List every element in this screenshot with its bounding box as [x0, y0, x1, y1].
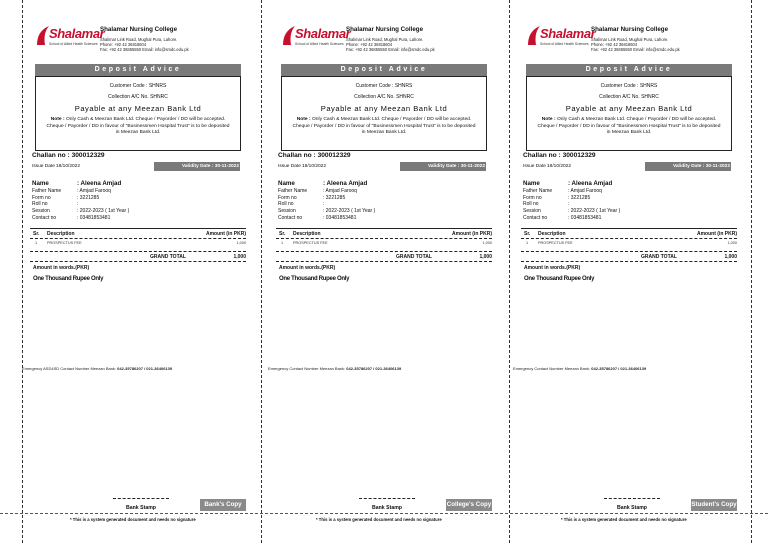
- address-line: Phone: +92 42 36818604: [346, 42, 393, 48]
- validity-date: Validity Date : 30-11-2022: [154, 162, 240, 171]
- note-text: Only Cash & Meezan Bank Ltd. Cheque / Payorder / DD will be accepted. Cheque / Payorder / DD in favour of "Businessmen Hospital Trust" is to be deposited in Meezan Bank Ltd.: [292, 117, 476, 135]
- contact-row: [523, 215, 731, 222]
- issue-value: 18/10/2022: [547, 164, 572, 169]
- fee-table-header: [30, 228, 246, 239]
- payment-note: [44, 117, 232, 137]
- amount-header: Amount (in PKR): [206, 231, 246, 237]
- session-row: [32, 208, 240, 215]
- bank-stamp: Bank Stamp: [372, 505, 402, 511]
- amount-header: Amount (in PKR): [452, 231, 492, 237]
- college-address: [346, 37, 435, 53]
- system-note: * This is a system generated document and needs no signature: [316, 517, 442, 522]
- payment-info-box: [281, 76, 487, 151]
- logo-word: Shalamar: [540, 26, 596, 41]
- note-label: Note :: [50, 117, 65, 122]
- student-name-row: [523, 180, 731, 188]
- logo-subtitle: School of Allied Health Sciences: [295, 42, 344, 46]
- cut-line: [509, 0, 510, 543]
- emergency-label: Emergency Contact Number Meezan Bank:: [268, 366, 347, 371]
- field-value: : Aleena Amjad: [77, 180, 122, 187]
- grand-total-row: [276, 251, 492, 262]
- field-label: Contact no: [523, 214, 548, 221]
- student-name-row: [278, 180, 486, 188]
- note-label: Note :: [296, 117, 311, 122]
- student-details: [32, 180, 240, 221]
- field-value: :: [77, 201, 79, 208]
- issue-date: [523, 164, 572, 169]
- system-note: * This is a system generated document and needs no signature: [561, 517, 687, 522]
- emergency-contact: [268, 366, 401, 371]
- address-line: Fax: +92 42 36855550 Email: info@smdc.edu.pk: [100, 47, 189, 53]
- grand-total-row: [30, 251, 246, 262]
- emergency-contact: [22, 366, 172, 371]
- note-text: Only Cash & Meezan Bank Ltd. Cheque / Payorder / DD will be accepted. Cheque / Payorder / DD in favour of "Businessmen Hospital Trust" is to be deposited in Meezan Bank Ltd.: [537, 117, 721, 135]
- header: [521, 0, 737, 60]
- row-amount: 1,000: [236, 241, 246, 245]
- address-line: Shalimar Link Road, Mughal Pura, Lahore.: [100, 37, 178, 42]
- sr-header: Sr.: [33, 231, 40, 237]
- header: [30, 0, 246, 60]
- college-address: [591, 37, 680, 53]
- field-value: :: [323, 201, 325, 208]
- session-row: [523, 208, 731, 215]
- field-value: : 3221285: [77, 194, 100, 201]
- college-name: Shalamar Nursing College: [346, 26, 424, 33]
- college-copy: [268, 0, 492, 543]
- field-label: Contact no: [278, 214, 303, 221]
- customer-code: Customer Code : SHNRS: [109, 83, 167, 89]
- amount-words-label: Amount in words.(PKR): [279, 265, 336, 271]
- row-description: PROSPECTUS FEE: [538, 241, 573, 245]
- collection-account: Collection A/C No. SHNRC: [599, 94, 659, 100]
- form-no-row: [278, 195, 486, 202]
- issue-label: Issue Date :: [278, 164, 304, 169]
- address-line: Shalimar Link Road, Mughal Pura, Lahore.: [591, 37, 669, 42]
- row-amount: 1,000: [482, 241, 492, 245]
- student-details: [278, 180, 486, 221]
- table-row: [521, 239, 737, 246]
- grand-total-value: 1,000: [233, 254, 246, 260]
- field-value: : Amjad Farooq: [568, 188, 602, 194]
- field-value: : 2022-2023 ( 1st Year ): [568, 208, 621, 215]
- collection-account: Collection A/C No. SHNRC: [108, 94, 168, 100]
- field-value: : 03481853481: [77, 214, 111, 221]
- field-label: Roll no: [523, 201, 539, 208]
- field-value: : 2022-2023 ( 1st Year ): [323, 208, 376, 215]
- amount-words-label: Amount in words.(PKR): [524, 265, 581, 271]
- fee-table-header: [521, 228, 737, 239]
- row-description: PROSPECTUS FEE: [47, 241, 82, 245]
- customer-code: Customer Code : SHNRS: [600, 83, 658, 89]
- copy-badge: College's Copy: [446, 499, 492, 511]
- college-name: Shalamar Nursing College: [591, 26, 669, 33]
- cut-line: [22, 0, 23, 543]
- field-value: : 3221285: [568, 194, 591, 201]
- issue-label: Issue Date :: [32, 164, 58, 169]
- emergency-numbers: 042-35786207 / 021-36406139: [591, 366, 647, 371]
- field-label: Session: [523, 208, 541, 215]
- payment-note: [290, 117, 478, 137]
- validity-date: Validity Date : 30-11-2022: [645, 162, 731, 171]
- emergency-contact: [513, 366, 646, 371]
- field-label: Contact no: [32, 214, 57, 221]
- note-label: Note :: [541, 117, 556, 122]
- issue-value: 18/10/2022: [56, 164, 81, 169]
- row-sr: 1: [35, 241, 38, 245]
- address-line: Shalimar Link Road, Mughal Pura, Lahore.: [346, 37, 424, 42]
- form-no-row: [32, 195, 240, 202]
- logo-subtitle: School of Allied Health Sciences: [49, 42, 98, 46]
- challan-number: Challan no : 300012329: [523, 152, 596, 159]
- row-description: PROSPECTUS FEE: [293, 241, 328, 245]
- copy-badge: Student's Copy: [691, 499, 737, 511]
- grand-total-label: GRAND TOTAL: [641, 254, 677, 260]
- roll-no-row: [32, 201, 240, 208]
- college-address: [100, 37, 189, 53]
- customer-code: Customer Code : SHNRS: [355, 83, 413, 89]
- field-label: Roll no: [32, 201, 48, 208]
- address-line: Phone: +92 42 36818604: [591, 42, 638, 48]
- sr-header: Sr.: [524, 231, 531, 237]
- bank-copy: [22, 0, 246, 543]
- field-label: Name: [32, 180, 49, 187]
- roll-no-row: [278, 201, 486, 208]
- grand-total-value: 1,000: [724, 254, 737, 260]
- logo-word: Shalamar: [49, 26, 105, 41]
- issue-value: 18/10/2022: [302, 164, 327, 169]
- description-header: Description: [293, 231, 321, 237]
- field-value: : 3221285: [323, 194, 346, 201]
- grand-total-row: [521, 251, 737, 262]
- challan-number: Challan no : 300012329: [32, 152, 105, 159]
- amount-words: One Thousand Rupee Only: [279, 276, 350, 282]
- payable-at: Payable at any Meezan Bank Ltd: [320, 104, 448, 113]
- roll-no-row: [523, 201, 731, 208]
- form-no-row: [523, 195, 731, 202]
- challan-number: Challan no : 300012329: [278, 152, 351, 159]
- stamp-line: [113, 498, 169, 499]
- emergency-label: Emergency ASD4SD Contact Number Meezan Bank:: [22, 366, 118, 371]
- field-label: Form no: [32, 194, 51, 201]
- emergency-numbers: 042-35786207 / 021-36406139: [346, 366, 402, 371]
- amount-words-label: Amount in words.(PKR): [33, 265, 90, 271]
- bank-stamp: Bank Stamp: [617, 505, 647, 511]
- payment-note: [535, 117, 723, 137]
- address-line: Phone: +92 42 36818604: [100, 42, 147, 48]
- field-label: Session: [278, 208, 296, 215]
- grand-total-label: GRAND TOTAL: [396, 254, 432, 260]
- field-label: Form no: [278, 194, 297, 201]
- amount-header: Amount (in PKR): [697, 231, 737, 237]
- grand-total-label: GRAND TOTAL: [150, 254, 186, 260]
- issue-date: [32, 164, 81, 169]
- field-label: Session: [32, 208, 50, 215]
- copy-badge: Bank's Copy: [200, 499, 246, 511]
- row-sr: 1: [526, 241, 529, 245]
- stamp-line: [604, 498, 660, 499]
- sr-header: Sr.: [279, 231, 286, 237]
- field-label: Name: [278, 180, 295, 187]
- field-label: Roll no: [278, 201, 294, 208]
- table-row: [30, 239, 246, 246]
- issue-date: [278, 164, 327, 169]
- session-row: [278, 208, 486, 215]
- address-line: Fax: +92 42 36855550 Email: info@smdc.edu.pk: [591, 47, 680, 53]
- field-value: : Aleena Amjad: [568, 180, 613, 187]
- student-copy: [513, 0, 737, 543]
- bank-stamp: Bank Stamp: [126, 505, 156, 511]
- deposit-advice-bar: Deposit Advice: [35, 64, 241, 76]
- payment-info-box: [526, 76, 732, 151]
- stamp-line: [359, 498, 415, 499]
- cut-line: [751, 0, 752, 543]
- field-value: : Amjad Farooq: [323, 188, 357, 194]
- student-name-row: [32, 180, 240, 188]
- header: [276, 0, 492, 60]
- payable-at: Payable at any Meezan Bank Ltd: [565, 104, 693, 113]
- note-text: Only Cash & Meezan Bank Ltd. Cheque / Payorder / DD will be accepted. Cheque / Payorder / DD in favour of "Businessmen Hospital Trust" is to be deposited in Meezan Bank Ltd.: [46, 117, 230, 135]
- student-details: [523, 180, 731, 221]
- field-value: :: [568, 201, 570, 208]
- emergency-numbers: 042-35786207 / 021-36406139: [117, 366, 173, 371]
- father-name-row: [278, 188, 486, 195]
- emergency-label: Emergency Contact Number Meezan Bank:: [513, 366, 592, 371]
- deposit-advice-bar: Deposit Advice: [526, 64, 732, 76]
- field-value: : Amjad Farooq: [77, 188, 111, 194]
- description-header: Description: [538, 231, 566, 237]
- system-note: * This is a system generated document and needs no signature: [70, 517, 196, 522]
- collection-account: Collection A/C No. SHNRC: [354, 94, 414, 100]
- payable-at: Payable at any Meezan Bank Ltd: [74, 104, 202, 113]
- field-value: : 03481853481: [323, 214, 357, 221]
- father-name-row: [32, 188, 240, 195]
- field-value: : Aleena Amjad: [323, 180, 368, 187]
- logo-word: Shalamar: [295, 26, 351, 41]
- row-amount: 1,000: [727, 241, 737, 245]
- father-name-row: [523, 188, 731, 195]
- deposit-advice-bar: Deposit Advice: [281, 64, 487, 76]
- field-value: : 03481853481: [568, 214, 602, 221]
- row-sr: 1: [281, 241, 284, 245]
- field-label: Name: [523, 180, 540, 187]
- logo-subtitle: School of Allied Health Sciences: [540, 42, 589, 46]
- field-value: : 2022-2023 ( 1st Year ): [77, 208, 130, 215]
- payment-info-box: [35, 76, 241, 151]
- amount-words: One Thousand Rupee Only: [524, 276, 595, 282]
- validity-date: Validity Date : 30-11-2022: [400, 162, 486, 171]
- amount-words: One Thousand Rupee Only: [33, 276, 104, 282]
- college-name: Shalamar Nursing College: [100, 26, 178, 33]
- field-label: Form no: [523, 194, 542, 201]
- fee-table-header: [276, 228, 492, 239]
- contact-row: [278, 215, 486, 222]
- address-line: Fax: +92 42 36855550 Email: info@smdc.edu.pk: [346, 47, 435, 53]
- field-label: Father Name: [523, 188, 553, 194]
- description-header: Description: [47, 231, 75, 237]
- grand-total-value: 1,000: [479, 254, 492, 260]
- table-row: [276, 239, 492, 246]
- contact-row: [32, 215, 240, 222]
- issue-label: Issue Date :: [523, 164, 549, 169]
- cut-line: [261, 0, 262, 543]
- field-label: Father Name: [32, 188, 62, 194]
- field-label: Father Name: [278, 188, 308, 194]
